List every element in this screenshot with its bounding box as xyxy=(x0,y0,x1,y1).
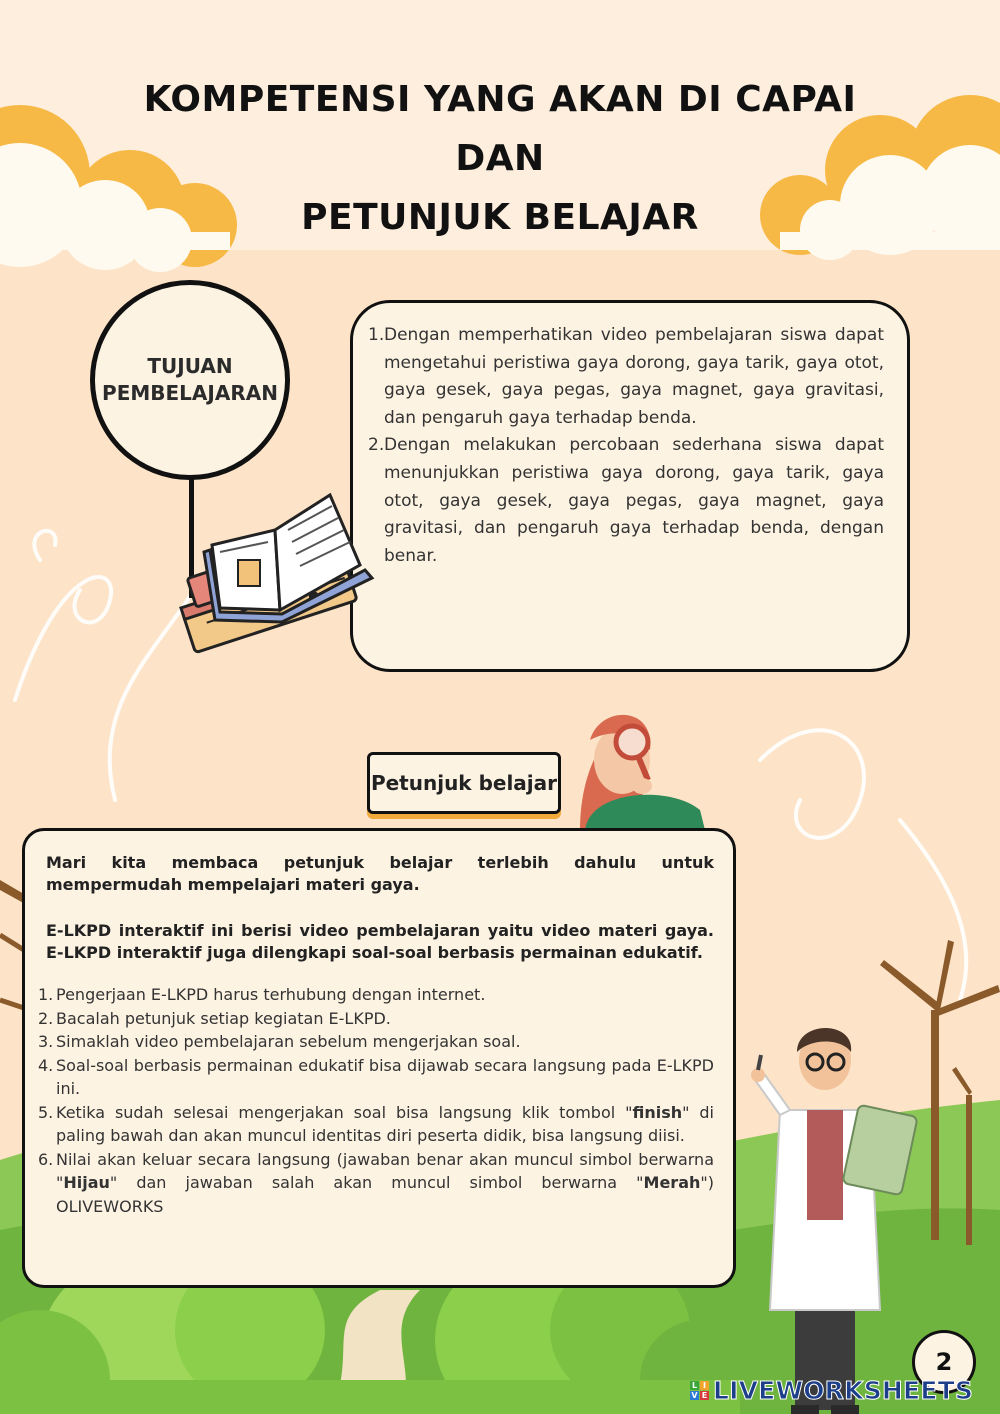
brand-badge-letter: E xyxy=(701,1390,708,1400)
tujuan-label-line: TUJUAN xyxy=(147,354,233,378)
brand-name: LIVEWORKSHEETS xyxy=(713,1375,974,1405)
step-fragment: " dan jawaban salah akan muncul simbol berwarna " xyxy=(109,1173,644,1192)
step-emphasis: Merah xyxy=(643,1173,701,1192)
step-fragment: ") OLIVEWORKS xyxy=(56,1173,714,1216)
tujuan-item-text: Dengan melakukan percobaan sederhana siswa dapat menunjukkan peristiwa gaya dorong, gaya tarik, gaya otot, gaya gesek, gaya pegas, gaya magnet, gaya gravitasi, dan pengaruh gaya terhadap benda, dengan benar. xyxy=(384,435,884,566)
tujuan-list xyxy=(368,322,884,570)
petunjuk-intro: Mari kita membaca petunjuk belajar terlebih dahulu untuk mempermudah mempelajari materi gaya. xyxy=(46,853,714,894)
list-item: 4. Soal-soal berbasis permainan edukatif bisa dijawab secara langsung pada E-LKPD ini. xyxy=(38,1055,714,1098)
brand-logo xyxy=(690,1372,973,1408)
tujuan-label-circle xyxy=(90,280,290,480)
step-fragment: Bacalah petunjuk setiap kegiatan E-LKPD. xyxy=(56,1008,391,1028)
page-number: 2 xyxy=(912,1330,976,1394)
list-item: 1. Dengan memperhatikan video pembelajaran siswa dapat mengetahui peristiwa gaya dorong, gaya tarik, gaya otot, gaya gesek, gaya pegas, gaya magnet, gaya gravitasi, dan pengaruh gaya terhadap benda. xyxy=(368,325,884,428)
list-item: 1. Pengerjaan E-LKPD harus terhubung dengan internet. xyxy=(38,985,486,1004)
brand-badge-icon xyxy=(690,1381,709,1400)
step-text xyxy=(56,1103,714,1146)
tujuan-label-line: PEMBELAJARAN xyxy=(102,381,278,405)
brand-badge-letter: L xyxy=(691,1380,698,1390)
step-text xyxy=(56,1009,391,1028)
title-line: DAN xyxy=(455,138,545,179)
step-fragment: Ketika sudah selesai mengerjakan soal bisa langsung klik tombol " xyxy=(56,1102,633,1122)
petunjuk-intro: E-LKPD interaktif ini berisi video pembelajaran yaitu video materi gaya. E-LKPD interaktif juga dilengkapi soal-soal berbasis permainan edukatif. xyxy=(46,921,714,962)
scientist-icon xyxy=(745,1020,925,1414)
list-item: 2. Dengan melakukan percobaan sederhana siswa dapat menunjukkan peristiwa gaya dorong, gaya tarik, gaya otot, gaya gesek, gaya pegas, gaya magnet, gaya gravitasi, dan pengaruh gaya terhadap benda, dengan benar. xyxy=(368,435,884,566)
step-emphasis: finish xyxy=(632,1102,683,1122)
step-fragment: Pengerjaan E-LKPD harus terhubung dengan internet. xyxy=(56,985,486,1004)
step-text xyxy=(56,1150,714,1216)
step-fragment: Simaklah video pembelajaran sebelum mengerjakan soal. xyxy=(56,1032,521,1051)
tujuan-item-text: Dengan memperhatikan video pembelajaran siswa dapat mengetahui peristiwa gaya dorong, gaya tarik, gaya otot, gaya gesek, gaya pegas, gaya magnet, gaya gravitasi, dan pengaruh gaya terhadap benda. xyxy=(384,325,884,428)
title-line: PETUNJUK BELAJAR xyxy=(301,197,699,238)
petunjuk-steps-list xyxy=(38,983,714,1218)
page-title xyxy=(100,70,900,247)
list-item: 2. Bacalah petunjuk setiap kegiatan E-LKPD. xyxy=(38,1008,391,1028)
step-fragment: Nilai akan keluar secara langsung (jawaban benar akan muncul simbol berwarna " xyxy=(56,1149,714,1192)
list-item: 5. Ketika sudah selesai mengerjakan soal bisa langsung klik tombol "finish" di paling bawah dan akan muncul identitas diri peserta didik, bisa langsung diisi. xyxy=(38,1102,714,1145)
step-text xyxy=(56,985,485,1004)
step-fragment: Soal-soal berbasis permainan edukatif bisa dijawab secara langsung pada E-LKPD ini. xyxy=(56,1055,714,1098)
step-text xyxy=(56,1032,521,1051)
step-emphasis: Hijau xyxy=(63,1173,110,1192)
list-item: 6. Nilai akan keluar secara langsung (jawaban benar akan muncul simbol berwarna "Hijau" dan jawaban salah akan muncul simbol berwarna "Merah") OLIVEWORKS xyxy=(38,1149,714,1216)
brand-badge-letter: I xyxy=(700,1381,709,1390)
brand-badge-letter: V xyxy=(691,1390,698,1400)
book-stack-icon xyxy=(160,490,390,660)
girl-magnifier-icon xyxy=(560,700,710,830)
title-line: KOMPETENSI YANG AKAN DI CAPAI xyxy=(143,79,857,120)
step-text xyxy=(56,1056,714,1099)
petunjuk-label: Petunjuk belajar xyxy=(367,752,561,814)
list-item: 3. Simaklah video pembelajaran sebelum mengerjakan soal. xyxy=(38,1032,521,1051)
step-fragment: " di paling bawah dan akan muncul identitas diri peserta didik, bisa langsung diisi. xyxy=(56,1102,714,1145)
